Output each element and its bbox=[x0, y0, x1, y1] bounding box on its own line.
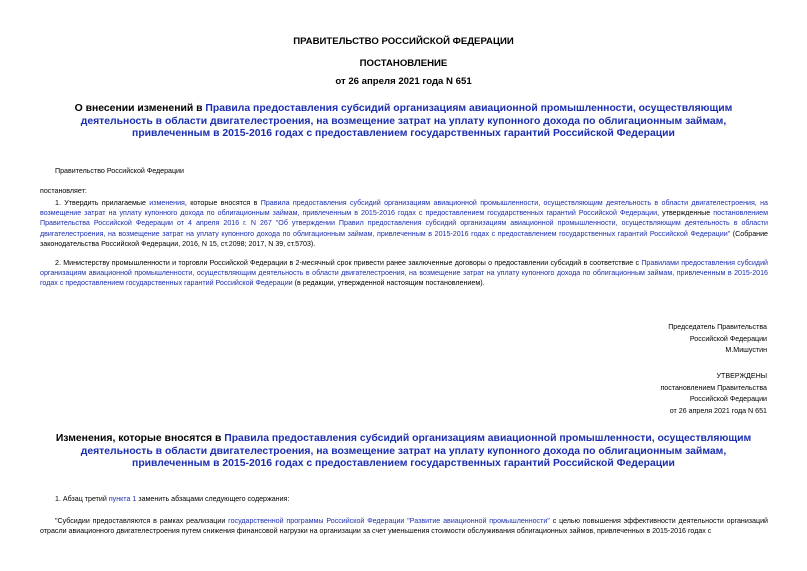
item1-text-4: (Собрание законодательства Российской Федерации, 2016, N 15, ст.2098; 2017, N 39, ст.5703). bbox=[40, 229, 769, 248]
quote-link-program[interactable]: государственной программы Российской Федерации "Развитие авиационной промышленности" bbox=[228, 517, 550, 525]
changes-title-prefix: Изменения, которые вносятся в bbox=[55, 433, 225, 444]
title-prefix: О внесении изменений в bbox=[74, 103, 206, 114]
item1-link-resolution[interactable]: постановлением Правительства Российской Федерации от 4 апреля 2016 г. N 267 "Об утверждении Правил предоставления субсидий организациям авиационной промышленности, осуществляющим деятельность в области двигателестроения, на возмещение затрат на уплату купонного дохода по облигационным займам, привлеченным в 2015-2016 годах с предоставлением государственных гарантий Российской Федерации" bbox=[40, 209, 768, 238]
header-date-number: от 26 апреля 2021 года N 651 bbox=[335, 76, 472, 87]
approved-block bbox=[660, 371, 767, 417]
change1-link-clause[interactable]: пункта 1 bbox=[108, 495, 137, 503]
change-item-1 bbox=[55, 494, 289, 504]
item2-link-rules[interactable]: Правилами предоставления субсидий организациям авиационной промышленности, осуществляющим деятельность в области двигателестроения, на возмещение затрат на уплату купонного дохода по облигационным займам, привлеченным в 2015-2016 годах с предоставлением государственных гарантий Российской Федерации bbox=[40, 259, 768, 288]
intro-government: Правительство Российской Федерации bbox=[55, 167, 184, 175]
changes-title bbox=[50, 433, 757, 471]
approved-by: постановлением Правительства bbox=[660, 383, 767, 392]
change1-text-2: заменить абзацами следующего содержания: bbox=[136, 495, 290, 503]
header-doc-type: ПОСТАНОВЛЕНИЕ bbox=[359, 58, 448, 69]
document-title bbox=[50, 103, 757, 141]
header-government: ПРАВИТЕЛЬСТВО РОССИЙСКОЙ ФЕДЕРАЦИИ bbox=[293, 36, 514, 47]
title-link[interactable]: Правила предоставления субсидий организациям авиационной промышленности, осуществляющим деятельность в области двигателестроения, на возмещение затрат на уплату купонного дохода по облигационным займам, привлеченным в 2015-2016 годах с предоставлением государственных гарантий Российской Федерации bbox=[80, 103, 733, 139]
signature-name: М.Мишустин bbox=[725, 346, 767, 355]
item2-text-2: (в редакции, утвержденной настоящим постановлением). bbox=[292, 279, 485, 288]
item1-text-3: , утвержденные bbox=[657, 209, 714, 218]
signature-position: Председатель Правительства bbox=[668, 323, 767, 331]
paragraph-item-1 bbox=[40, 198, 768, 249]
paragraph-item-2 bbox=[40, 258, 768, 289]
approved-country: Российской Федерации bbox=[689, 395, 767, 404]
approved-label: УТВЕРЖДЕНЫ bbox=[716, 372, 767, 380]
intro-decrees: постановляет: bbox=[40, 187, 87, 195]
signature-block bbox=[668, 322, 767, 357]
item1-text-1: 1. Утвердить прилагаемые bbox=[55, 199, 150, 207]
quote-paragraph bbox=[40, 516, 768, 536]
item1-text-2: , которые вносятся в bbox=[184, 199, 261, 207]
change1-text-1: 1. Абзац третий bbox=[55, 495, 109, 503]
quote-text-1: "Субсидии предоставляются в рамках реализации bbox=[55, 517, 229, 525]
approved-date: от 26 апреля 2021 года N 651 bbox=[669, 406, 767, 415]
item1-link-changes[interactable]: изменения bbox=[149, 199, 185, 207]
signature-country: Российской Федерации bbox=[689, 334, 767, 343]
item1-link-rules[interactable]: Правила предоставления субсидий организациям авиационной промышленности, осуществляющим деятельность в области двигателестроения, на возмещение затрат на уплату купонного дохода по облигационным займам, привлеченным в 2015-2016 годах с предоставлением государственных гарантий Российской Федерации bbox=[40, 199, 768, 218]
changes-title-link[interactable]: Правила предоставления субсидий организациям авиационной промышленности, осуществляющим деятельность в области двигателестроения, на возмещение затрат на уплату купонного дохода по облигационным займам, привлеченным в 2015-2016 годах с предоставлением государственных гарантий Российской Федерации bbox=[80, 433, 752, 469]
quote-text-2: с целью повышения эффективности деятельности организаций отрасли авиационного двигателестроения путем снижения финансовой нагрузки на организации за счет уменьшения стоимости обслуживания облигационных займов, привлеченных в 2015-2016 годах с bbox=[40, 517, 768, 536]
item2-text-1: 2. Министерству промышленности и торговли Российской Федерации в 2-месячный срок привести ранее заключенные договоры о предоставлении субсидий в соответствие с bbox=[55, 259, 642, 267]
